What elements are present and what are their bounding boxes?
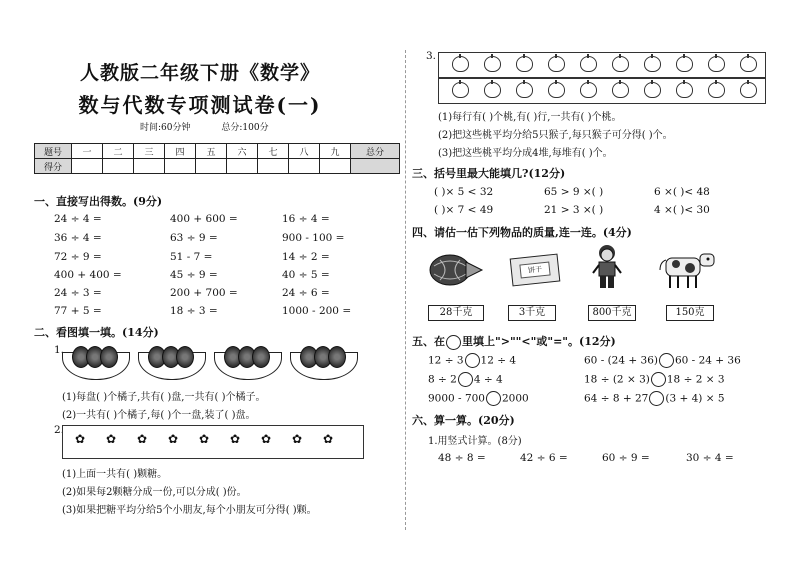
peach-icon bbox=[740, 56, 757, 72]
calc-item: 36 ÷ 4 = bbox=[54, 232, 102, 244]
compare-item bbox=[584, 372, 725, 387]
q3-line2: (2)把这些桃平均分给5只猴子,每只猴子可分得( )个。 bbox=[438, 130, 673, 141]
title-line2: 数与代数专项测试卷(一) bbox=[78, 93, 322, 117]
q3-line1: (1)每行有( )个桃,有( )行,一共有( )个桃。 bbox=[438, 112, 622, 123]
bag-label: 饼干 bbox=[519, 261, 550, 278]
section1-heading: 一、直接写出得数。(9分) bbox=[34, 195, 163, 208]
section6-heading: 六、算一算。(20分) bbox=[412, 414, 515, 427]
score-cell[interactable] bbox=[165, 159, 196, 174]
calc-item: 400 + 400 = bbox=[54, 269, 122, 281]
calc-item: 77 + 5 = bbox=[54, 305, 102, 317]
weight-option[interactable]: 150克 bbox=[666, 305, 714, 321]
compare-left: 18 ÷ (2 × 3) bbox=[584, 373, 650, 386]
score-table-header: 题号 bbox=[35, 144, 72, 159]
peach-icon bbox=[484, 56, 501, 72]
cow-icon bbox=[656, 246, 718, 290]
score-cell[interactable] bbox=[289, 159, 320, 174]
candy-icon: ✿ bbox=[199, 432, 210, 446]
col-3: 三 bbox=[134, 144, 165, 159]
fill-item: 4 ×( )< 30 bbox=[654, 204, 710, 216]
vertical-calc-item: 30 ÷ 4 = bbox=[686, 452, 734, 464]
compare-circle-input[interactable] bbox=[649, 391, 664, 406]
candy-icon: ✿ bbox=[261, 432, 272, 446]
compare-left: 9000 - 700 bbox=[428, 392, 485, 405]
peach-icon bbox=[612, 82, 629, 98]
calc-item: 72 ÷ 9 = bbox=[54, 251, 102, 263]
compare-circle-input[interactable] bbox=[659, 353, 674, 368]
calc-item: 40 ÷ 5 = bbox=[282, 269, 330, 281]
calc-item: 16 ÷ 4 = bbox=[282, 213, 330, 225]
candy-icon: ✿ bbox=[230, 432, 241, 446]
compare-item bbox=[428, 372, 503, 387]
candy-icon: ✿ bbox=[106, 432, 117, 446]
peach-icon bbox=[580, 82, 597, 98]
score-cell[interactable] bbox=[72, 159, 103, 174]
calc-item: 900 - 100 = bbox=[282, 232, 345, 244]
orange-icon bbox=[176, 346, 194, 368]
biscuit-bag-icon bbox=[510, 254, 561, 287]
weight-option[interactable]: 800千克 bbox=[588, 305, 636, 321]
calc-item: 18 ÷ 3 = bbox=[170, 305, 218, 317]
vertical-calc-item: 60 ÷ 9 = bbox=[602, 452, 650, 464]
calc-item: 45 ÷ 9 = bbox=[170, 269, 218, 281]
section2-heading: 二、看图填一填。(14分) bbox=[34, 326, 159, 339]
boy-icon bbox=[590, 243, 624, 293]
compare-left: 8 ÷ 2 bbox=[428, 373, 457, 386]
title-line1: 人教版二年级下册《数学》 bbox=[79, 62, 320, 84]
fill-item: 21 > 3 ×( ) bbox=[544, 204, 604, 216]
total-cell[interactable] bbox=[351, 159, 400, 174]
compare-circle-input[interactable] bbox=[651, 372, 666, 387]
section5-heading-a: 五、在 bbox=[412, 335, 445, 348]
q2-line2: (2)如果每2颗糖分成一份,可以分成( )份。 bbox=[62, 487, 247, 498]
peach-icon bbox=[708, 56, 725, 72]
calc-item: 24 ÷ 4 = bbox=[54, 213, 102, 225]
q3-number: 3. bbox=[426, 50, 437, 62]
peach-icon bbox=[580, 56, 597, 72]
candy-icon: ✿ bbox=[168, 432, 179, 446]
calc-item: 51 - 7 = bbox=[170, 251, 213, 263]
q3-line3: (3)把这些桃平均分成4堆,每堆有( )个。 bbox=[438, 148, 613, 159]
compare-left: 64 ÷ 8 + 27 bbox=[584, 392, 649, 405]
peach-icon bbox=[548, 56, 565, 72]
compare-right: 4 ÷ 4 bbox=[473, 373, 503, 386]
q1-line2: (2)一共有( )个橘子,每( )个一盘,装了( )盘。 bbox=[62, 410, 256, 421]
compare-circle-input[interactable] bbox=[486, 391, 501, 406]
compare-right: 12 ÷ 4 bbox=[480, 354, 517, 367]
q2-line1: (1)上面一共有( )颗糖。 bbox=[62, 469, 168, 480]
calc-item: 14 ÷ 2 = bbox=[282, 251, 330, 263]
col-6: 六 bbox=[227, 144, 258, 159]
orange-icon bbox=[328, 346, 346, 368]
peach-icon bbox=[516, 82, 533, 98]
peach-icon bbox=[548, 82, 565, 98]
q1-line1: (1)每盘( )个橘子,共有( )盘,一共有( )个橘子。 bbox=[62, 392, 266, 403]
column-divider bbox=[405, 50, 406, 530]
weight-option[interactable]: 28千克 bbox=[428, 305, 484, 321]
fill-item: 6 ×( )< 48 bbox=[654, 186, 710, 198]
time-limit: 时间:60分钟 bbox=[140, 123, 191, 133]
orange-icon bbox=[252, 346, 270, 368]
section5-heading-b: 里填上">""<"或"="。(12分) bbox=[462, 335, 616, 348]
score-cell[interactable] bbox=[103, 159, 134, 174]
calc-item: 63 ÷ 9 = bbox=[170, 232, 218, 244]
q1-number: 1. bbox=[54, 344, 65, 356]
col-7: 七 bbox=[258, 144, 289, 159]
section6-sub: 1.用竖式计算。(8分) bbox=[428, 436, 522, 447]
candy-icon: ✿ bbox=[292, 432, 303, 446]
section4-heading: 四、请估一估下列物品的质量,连一连。(4分) bbox=[412, 226, 632, 239]
col-9: 九 bbox=[320, 144, 351, 159]
col-8: 八 bbox=[289, 144, 320, 159]
section3-heading: 三、括号里最大能填几?(12分) bbox=[412, 167, 566, 180]
compare-item bbox=[428, 391, 529, 406]
col-2: 二 bbox=[103, 144, 134, 159]
compare-right: 18 ÷ 2 × 3 bbox=[666, 373, 725, 386]
compare-circle-icon bbox=[446, 335, 461, 350]
q2-line3: (3)如果把糖平均分给5个小朋友,每个小朋友可分得( )颗。 bbox=[62, 505, 317, 516]
compare-circle-input[interactable] bbox=[465, 353, 480, 368]
peach-icon bbox=[452, 56, 469, 72]
candy-icon: ✿ bbox=[323, 432, 334, 446]
calc-item: 24 ÷ 6 = bbox=[282, 287, 330, 299]
peach-icon bbox=[740, 82, 757, 98]
compare-left: 60 - (24 + 36) bbox=[584, 354, 658, 367]
fill-item: ( )× 7 < 49 bbox=[434, 204, 494, 216]
exam-meta bbox=[140, 120, 297, 133]
score-table bbox=[34, 143, 400, 174]
score-cell[interactable] bbox=[258, 159, 289, 174]
col-4: 四 bbox=[165, 144, 196, 159]
compare-item bbox=[584, 353, 741, 368]
score-cell[interactable] bbox=[196, 159, 227, 174]
peach-icon bbox=[644, 56, 661, 72]
peach-icon bbox=[708, 82, 725, 98]
calc-item: 400 + 600 = bbox=[170, 213, 238, 225]
watermelon-icon bbox=[428, 252, 484, 288]
candy-icon: ✿ bbox=[75, 432, 86, 446]
calc-item: 1000 - 200 = bbox=[282, 305, 352, 317]
fill-item: ( )× 5 < 32 bbox=[434, 186, 494, 198]
fill-item: 65 > 9 ×( ) bbox=[544, 186, 604, 198]
total-score: 总分:100分 bbox=[221, 123, 269, 133]
compare-left: 12 ÷ 3 bbox=[428, 354, 464, 367]
compare-right: 60 - 24 + 36 bbox=[674, 354, 741, 367]
peach-row-2 bbox=[438, 78, 766, 104]
peach-icon bbox=[452, 82, 469, 98]
q2-number: 2. bbox=[54, 424, 65, 436]
candy-box bbox=[62, 425, 364, 459]
compare-item bbox=[428, 353, 516, 368]
peach-row-1 bbox=[438, 52, 766, 78]
compare-right: (3 + 4) × 5 bbox=[665, 392, 725, 405]
peach-icon bbox=[612, 56, 629, 72]
weight-option[interactable]: 3千克 bbox=[508, 305, 556, 321]
peach-icon bbox=[676, 56, 693, 72]
calc-item: 24 ÷ 3 = bbox=[54, 287, 102, 299]
score-cell[interactable] bbox=[320, 159, 351, 174]
compare-right: 2000 bbox=[502, 392, 529, 405]
col-1: 一 bbox=[72, 144, 103, 159]
col-5: 五 bbox=[196, 144, 227, 159]
peach-icon bbox=[516, 56, 533, 72]
peach-icon bbox=[676, 82, 693, 98]
candy-icon: ✿ bbox=[137, 432, 148, 446]
peach-icon bbox=[644, 82, 661, 98]
orange-icon bbox=[100, 346, 118, 368]
score-cell[interactable] bbox=[134, 159, 165, 174]
vertical-calc-item: 48 ÷ 8 = bbox=[438, 452, 486, 464]
score-row-label: 得分 bbox=[35, 159, 72, 174]
section5-heading bbox=[412, 333, 616, 350]
peach-icon bbox=[484, 82, 501, 98]
calc-item: 200 + 700 = bbox=[170, 287, 238, 299]
vertical-calc-item: 42 ÷ 6 = bbox=[520, 452, 568, 464]
total-header: 总分 bbox=[351, 144, 400, 159]
score-cell[interactable] bbox=[227, 159, 258, 174]
compare-circle-input[interactable] bbox=[458, 372, 473, 387]
compare-item bbox=[584, 391, 725, 406]
